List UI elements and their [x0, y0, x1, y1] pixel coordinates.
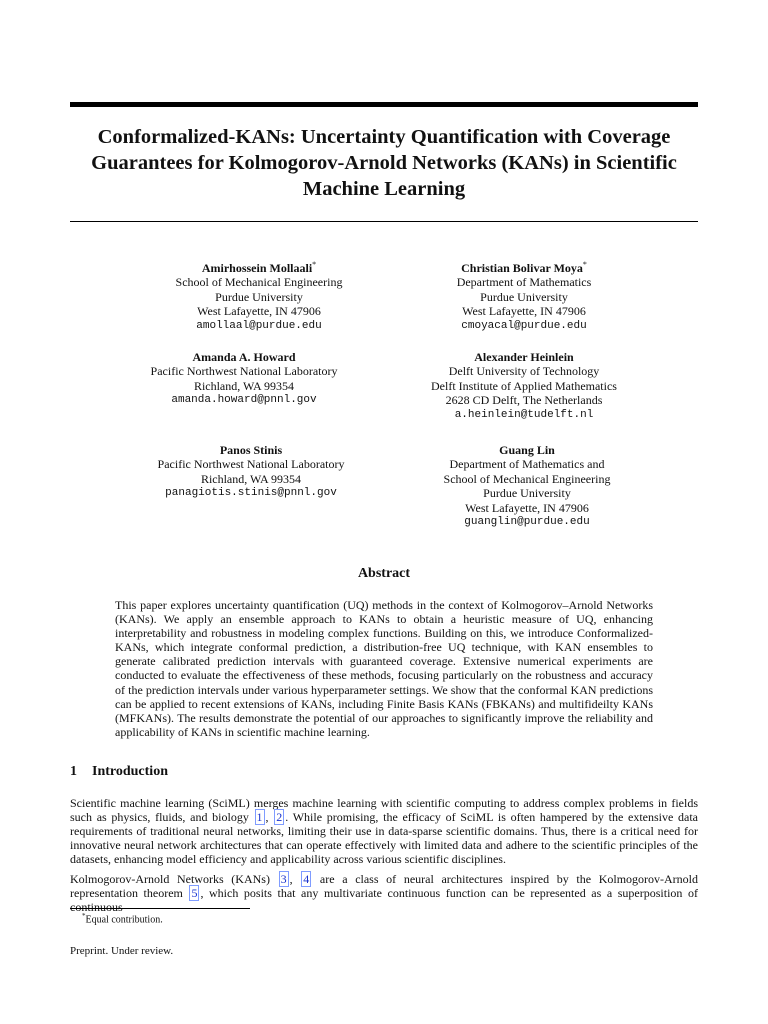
author-email[interactable]: cmoyacal@purdue.edu: [461, 319, 587, 332]
author-name: [94, 350, 394, 364]
paragraph-text: Kolmogorov-Arnold Networks (KANs): [70, 872, 278, 886]
paragraph-text: ,: [289, 872, 301, 886]
author-name-text: Guang Lin: [499, 443, 555, 457]
author-affiliation: School of Mechanical Engineering: [175, 275, 343, 290]
author-affiliation: West Lafayette, IN 47906: [465, 500, 589, 515]
author-block: [377, 443, 677, 529]
author-affiliation: Pacific Northwest National Laboratory: [157, 457, 345, 472]
paragraph-text: ,: [265, 810, 274, 825]
author-affiliation: Delft Institute of Applied Mathematics: [431, 378, 617, 393]
author-name: [109, 258, 409, 275]
author-affiliation: Purdue University: [215, 289, 303, 304]
section-number: 1: [70, 764, 77, 779]
author-affiliation: Purdue University: [483, 486, 571, 501]
footnote-rule: [70, 908, 250, 909]
citation-link[interactable]: 4: [303, 872, 310, 886]
footnote-text: Equal contribution.: [85, 914, 163, 926]
author-email[interactable]: a.heinlein@tudelft.nl: [454, 408, 594, 421]
paragraph-text: , which posits that any multivariate continuous function can be represented as a superposition of: [200, 886, 698, 901]
author-block: [374, 258, 674, 333]
author-email[interactable]: guanglin@purdue.edu: [464, 516, 590, 529]
author-name-text: Amanda A. Howard: [192, 350, 296, 364]
author-block: [101, 443, 401, 501]
title-line: Guarantees for Kolmogorov-Arnold Networks (KANs) in Scientific: [91, 152, 677, 174]
author-affiliation: Department of Mathematics: [456, 275, 592, 290]
author-block: [94, 350, 394, 408]
abstract-heading: Abstract: [357, 566, 411, 581]
paragraph-text: Scientific machine learning (SciML) merges machine learning with scientific computing to address complex problems in fields such as physics, fluids, and biology: [70, 796, 698, 825]
paper-title: [70, 124, 698, 202]
citation-link[interactable]: 5: [191, 886, 198, 901]
title-line: Conformalized-KANs: Uncertainty Quantification with Coverage: [97, 126, 671, 148]
author-affiliation: Department of Mathematics and: [449, 457, 605, 472]
author-affiliation: Richland, WA 99354: [200, 471, 302, 486]
author-affiliation: West Lafayette, IN 47906: [462, 304, 586, 319]
paragraph-text: are a class of neural architectures inspired by the Kolmogorov-Arnold representation theorem: [70, 872, 699, 901]
author-affiliation: Richland, WA 99354: [193, 378, 295, 393]
author-affiliation: Pacific Northwest National Laboratory: [150, 364, 338, 379]
citation-link[interactable]: 3: [280, 872, 287, 886]
citation-link[interactable]: 2: [276, 810, 283, 825]
author-name: [101, 443, 401, 457]
author-email[interactable]: amanda.howard@pnnl.gov: [171, 394, 317, 407]
paragraph-text: . While promising, the efficacy of SciML is often hampered by the extensive data requirements of traditional neural networks, limiting their use in data-sparse scientific domains. Thus, there is a critical need for innovative neural network architectures that can operate effectively with limited data and adhere to the scientific principles of the datasets, enhancing model efficiency and applicability across various scientific disciplines.: [70, 810, 698, 867]
author-name: [377, 443, 677, 457]
preprint-notice: Preprint. Under review.: [70, 945, 174, 957]
intro-paragraph: [70, 796, 698, 866]
author-name-text: Alexander Heinlein: [474, 350, 574, 364]
author-affiliation: Purdue University: [480, 289, 568, 304]
author-name: [374, 258, 674, 275]
footnote-mark: *: [82, 912, 86, 920]
author-affiliation: West Lafayette, IN 47906: [197, 304, 321, 319]
citation-link[interactable]: 1: [256, 810, 263, 825]
author-name-text: Amirhossein Mollaali: [201, 261, 313, 275]
author-block: [109, 258, 409, 333]
author-mark: *: [582, 260, 587, 269]
section-title: Introduction: [92, 764, 168, 779]
title-line: Machine Learning: [302, 178, 466, 200]
footnote: [82, 910, 163, 926]
author-affiliation: School of Mechanical Engineering: [443, 471, 611, 486]
author-name-text: Christian Bolivar Moya: [461, 261, 583, 275]
author-name: [374, 350, 674, 364]
author-email[interactable]: amollaal@purdue.edu: [196, 319, 322, 332]
title-rule: [70, 221, 698, 222]
section-heading: [70, 764, 168, 780]
author-affiliation: Delft University of Technology: [448, 364, 600, 379]
author-affiliation: 2628 CD Delft, The Netherlands: [445, 393, 603, 408]
top-rule: [70, 102, 698, 107]
author-mark: *: [312, 260, 317, 269]
author-block: [374, 350, 674, 422]
author-email[interactable]: panagiotis.stinis@pnnl.gov: [165, 487, 337, 500]
author-name-text: Panos Stinis: [219, 443, 283, 457]
abstract-body: This paper explores uncertainty quantification (UQ) methods in the context of Kolmogorov–Arnold Networks (KANs). We apply an ensemble approach to KANs to obtain a heuristic measure of UQ, enhancing interpretability and robustness in modeling complex functions. Building on this, we introduce Conformalized-KANs, which integrate conformal prediction, a distribution-free UQ technique, with KAN ensembles to generate calibrated prediction intervals with guaranteed coverage. Extensive numerical experiments are conducted to evaluate the effectiveness of these methods, focusing particularly on the robustness and accuracy of the prediction intervals under various hyperparameter settings. We show that the conformal KAN predictions can be applied to recent extensions of KANs, including Finite Basis KANs (FBKANs) and multifideilty KANs (MFKANs). The results demonstrate the potential of our approaches to significantly improve the reliability and applicability of KANs in scientific machine learning.: [115, 598, 653, 739]
